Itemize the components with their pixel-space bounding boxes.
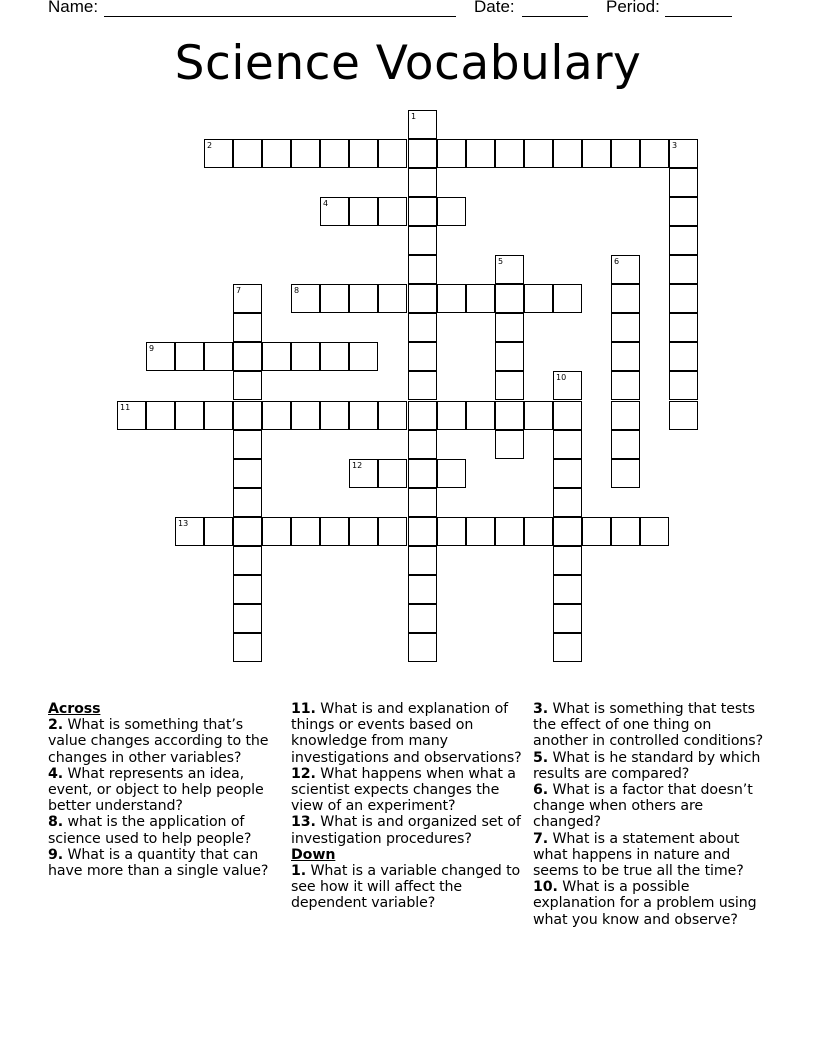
crossword-cell[interactable] <box>669 284 698 313</box>
clue-across-2 <box>48 717 284 766</box>
crossword-cell[interactable] <box>117 401 146 430</box>
crossword-cell[interactable] <box>553 371 582 400</box>
crossword-cell[interactable] <box>349 401 378 430</box>
crossword-cell[interactable] <box>611 139 640 168</box>
crossword-cell[interactable] <box>320 139 349 168</box>
crossword-cell[interactable] <box>175 342 204 371</box>
crossword-cell[interactable] <box>669 401 698 430</box>
crossword-cell[interactable] <box>553 546 582 575</box>
crossword-cell[interactable] <box>408 401 437 430</box>
crossword-cell[interactable] <box>611 342 640 371</box>
crossword-cell[interactable] <box>233 139 262 168</box>
clue-across-12 <box>291 766 527 815</box>
crossword-cell[interactable] <box>233 575 262 604</box>
crossword-cell[interactable] <box>408 546 437 575</box>
clue-across-4 <box>48 766 284 815</box>
clue-text: What is a statement about what happens in nature and seems to be true all the time? <box>533 830 744 880</box>
clue-number: 12. <box>291 765 316 782</box>
date-label: Date: <box>474 0 515 16</box>
crossword-cell[interactable] <box>408 459 437 488</box>
clue-number: 6. <box>533 782 549 799</box>
crossword-cell[interactable] <box>408 430 437 459</box>
crossword-cell[interactable] <box>233 371 262 400</box>
crossword-cell[interactable] <box>262 401 291 430</box>
cell-number: 2 <box>207 141 213 150</box>
crossword-cell[interactable] <box>408 517 437 546</box>
clue-number: 7. <box>533 830 549 847</box>
clue-across-9 <box>48 847 284 879</box>
crossword-cell[interactable] <box>669 255 698 284</box>
clue-text: What represents an idea, event, or object to help people better understand? <box>48 765 264 815</box>
crossword-cell[interactable] <box>495 139 524 168</box>
cell-number: 6 <box>614 257 620 266</box>
crossword-cell[interactable] <box>437 197 466 226</box>
crossword-cell[interactable] <box>233 430 262 459</box>
clue-number: 1. <box>291 863 307 880</box>
crossword-cell[interactable] <box>233 517 262 546</box>
name-label: Name: <box>48 0 99 16</box>
crossword-cell[interactable] <box>204 517 233 546</box>
crossword-cell[interactable] <box>669 226 698 255</box>
clue-across-8 <box>48 814 284 846</box>
crossword-cell[interactable] <box>553 604 582 633</box>
clue-number: 9. <box>48 846 64 863</box>
crossword-cell[interactable] <box>146 342 175 371</box>
crossword-cell[interactable] <box>320 197 349 226</box>
crossword-cell[interactable] <box>524 139 553 168</box>
crossword-cell[interactable] <box>175 401 204 430</box>
crossword-cell[interactable] <box>524 284 553 313</box>
crossword-cell[interactable] <box>146 401 175 430</box>
crossword-cell[interactable] <box>204 139 233 168</box>
crossword-cell[interactable] <box>524 517 553 546</box>
crossword-cell[interactable] <box>408 313 437 342</box>
crossword-cell[interactable] <box>495 284 524 313</box>
crossword-cell[interactable] <box>582 517 611 546</box>
crossword-cell[interactable] <box>495 401 524 430</box>
crossword-cell[interactable] <box>495 255 524 284</box>
crossword-cell[interactable] <box>408 168 437 197</box>
cell-number: 3 <box>672 141 678 150</box>
cell-number: 11 <box>120 403 131 412</box>
clue-number: 13. <box>291 814 316 831</box>
clue-across-13 <box>291 814 527 846</box>
clue-text: What is something that tests the effect of one thing on another in controlled conditions? <box>533 701 764 750</box>
crossword-cell[interactable] <box>553 488 582 517</box>
clues-column-3 <box>533 701 769 928</box>
crossword-cell[interactable] <box>640 139 669 168</box>
page-title: Science Vocabulary <box>174 36 642 91</box>
crossword-cell[interactable] <box>553 430 582 459</box>
crossword-cell[interactable] <box>437 459 466 488</box>
clue-number: 3. <box>533 701 549 717</box>
crossword-cell[interactable] <box>291 401 320 430</box>
crossword-cell[interactable] <box>408 255 437 284</box>
crossword-cell[interactable] <box>553 459 582 488</box>
crossword-cell[interactable] <box>349 197 378 226</box>
clue-number: 4. <box>48 765 64 782</box>
crossword-cell[interactable] <box>233 488 262 517</box>
clue-number: 2. <box>48 717 64 734</box>
clue-down-10 <box>533 879 769 928</box>
crossword-cell[interactable] <box>291 517 320 546</box>
crossword-cell[interactable] <box>611 430 640 459</box>
crossword-cell[interactable] <box>320 342 349 371</box>
crossword-cell[interactable] <box>669 313 698 342</box>
crossword-cell[interactable] <box>408 604 437 633</box>
crossword-cell[interactable] <box>408 488 437 517</box>
clue-text: What is a factor that doesn’t change when others are changed? <box>533 782 753 831</box>
crossword-cell[interactable] <box>495 430 524 459</box>
crossword-cell[interactable] <box>553 633 582 662</box>
crossword-cell[interactable] <box>466 401 495 430</box>
crossword-cell[interactable] <box>408 342 437 371</box>
cell-number: 5 <box>498 257 504 266</box>
crossword-cell[interactable] <box>553 575 582 604</box>
crossword-cell[interactable] <box>349 139 378 168</box>
crossword-cell[interactable] <box>669 342 698 371</box>
crossword-cell[interactable] <box>669 371 698 400</box>
clue-text: What happens when what a scientist expects changes the view of an experiment? <box>291 765 516 815</box>
clue-text: What is a possible explanation for a problem using what you know and observe? <box>533 879 757 928</box>
crossword-cell[interactable] <box>408 226 437 255</box>
crossword-cell[interactable] <box>524 401 553 430</box>
crossword-cell[interactable] <box>611 371 640 400</box>
clue-down-6 <box>533 782 769 831</box>
cell-number: 10 <box>556 373 567 382</box>
crossword-cell[interactable] <box>408 197 437 226</box>
crossword-cell[interactable] <box>437 284 466 313</box>
crossword-cell[interactable] <box>291 342 320 371</box>
crossword-cell[interactable] <box>320 517 349 546</box>
crossword-cell[interactable] <box>262 342 291 371</box>
crossword-cell[interactable] <box>495 313 524 342</box>
crossword-cell[interactable] <box>611 401 640 430</box>
crossword-cell[interactable] <box>437 139 466 168</box>
clue-text: What is a variable changed to see how it will affect the dependent variable? <box>291 863 521 912</box>
crossword-cell[interactable] <box>262 517 291 546</box>
crossword-cell[interactable] <box>291 139 320 168</box>
crossword-cell[interactable] <box>437 401 466 430</box>
crossword-cell[interactable] <box>349 459 378 488</box>
crossword-cell[interactable] <box>378 401 407 430</box>
clue-number: 5. <box>533 749 549 766</box>
crossword-cell[interactable] <box>408 633 437 662</box>
crossword-cell[interactable] <box>175 517 204 546</box>
crossword-cell[interactable] <box>291 284 320 313</box>
crossword-cell[interactable] <box>320 284 349 313</box>
clue-text: What is something that’s value changes according to the changes in other variables? <box>48 717 269 766</box>
crossword-cell[interactable] <box>233 633 262 662</box>
cell-number: 4 <box>323 199 329 208</box>
cell-number: 8 <box>294 286 300 295</box>
crossword-cell[interactable] <box>233 342 262 371</box>
crossword-cell[interactable] <box>378 517 407 546</box>
down-heading: Down <box>291 846 336 863</box>
clues-column-2 <box>291 701 527 912</box>
crossword-cell[interactable] <box>204 401 233 430</box>
crossword-cell[interactable] <box>262 139 291 168</box>
crossword-cell[interactable] <box>233 604 262 633</box>
crossword-cell[interactable] <box>611 517 640 546</box>
clue-number: 8. <box>48 814 64 831</box>
crossword-cell[interactable] <box>233 459 262 488</box>
crossword-cell[interactable] <box>408 371 437 400</box>
clue-across-11 <box>291 701 527 766</box>
crossword-cell[interactable] <box>466 284 495 313</box>
period-label: Period: <box>606 0 660 16</box>
crossword-cell[interactable] <box>378 459 407 488</box>
crossword-cell[interactable] <box>669 197 698 226</box>
crossword-cell[interactable] <box>669 139 698 168</box>
crossword-cell[interactable] <box>320 401 349 430</box>
crossword-cell[interactable] <box>669 168 698 197</box>
crossword-cell[interactable] <box>611 459 640 488</box>
clue-number: 11. <box>291 701 316 717</box>
cell-number: 13 <box>178 519 189 528</box>
clue-text: What is and organized set of investigation procedures? <box>291 814 521 847</box>
clue-text: What is a quantity that can have more than a single value? <box>48 846 269 880</box>
crossword-cell[interactable] <box>408 575 437 604</box>
crossword-cell[interactable] <box>349 342 378 371</box>
crossword-cell[interactable] <box>408 284 437 313</box>
crossword-cell[interactable] <box>233 284 262 313</box>
clues-column-1 <box>48 701 284 879</box>
crossword-cell[interactable] <box>495 517 524 546</box>
crossword-cell[interactable] <box>233 401 262 430</box>
crossword-cell[interactable] <box>437 517 466 546</box>
cell-number: 12 <box>352 461 363 470</box>
cell-number: 9 <box>149 344 155 353</box>
clue-down-5 <box>533 750 769 782</box>
clue-number: 10. <box>533 879 558 896</box>
crossword-cell[interactable] <box>378 197 407 226</box>
crossword-cell[interactable] <box>553 139 582 168</box>
crossword-cell[interactable] <box>611 284 640 313</box>
crossword-cell[interactable] <box>233 546 262 575</box>
crossword-cell[interactable] <box>204 342 233 371</box>
crossword-cell[interactable] <box>349 284 378 313</box>
clue-down-1 <box>291 863 527 912</box>
cell-number: 7 <box>236 286 242 295</box>
cell-number: 1 <box>411 112 417 121</box>
clue-text: what is the application of science used to help people? <box>48 814 252 847</box>
crossword-cell[interactable] <box>408 139 437 168</box>
crossword-cell[interactable] <box>611 255 640 284</box>
crossword-cell[interactable] <box>466 517 495 546</box>
crossword-cell[interactable] <box>233 313 262 342</box>
clue-down-7 <box>533 831 769 880</box>
crossword-cell[interactable] <box>466 139 495 168</box>
clue-text: What is he standard by which results are compared? <box>533 749 761 782</box>
crossword-cell[interactable] <box>349 517 378 546</box>
clue-text: What is and explanation of things or events based on knowledge from many investigations and observations? <box>291 701 522 766</box>
crossword-cell[interactable] <box>640 517 669 546</box>
crossword-cell[interactable] <box>582 139 611 168</box>
crossword-cell[interactable] <box>378 284 407 313</box>
crossword-cell[interactable] <box>553 284 582 313</box>
clue-down-3 <box>533 701 769 750</box>
crossword-cell[interactable] <box>495 371 524 400</box>
across-heading: Across <box>48 701 101 717</box>
crossword-cell[interactable] <box>611 313 640 342</box>
crossword-cell[interactable] <box>495 342 524 371</box>
crossword-cell[interactable] <box>378 139 407 168</box>
crossword-cell[interactable] <box>553 517 582 546</box>
crossword-cell[interactable] <box>553 401 582 430</box>
crossword-cell[interactable] <box>408 110 437 139</box>
